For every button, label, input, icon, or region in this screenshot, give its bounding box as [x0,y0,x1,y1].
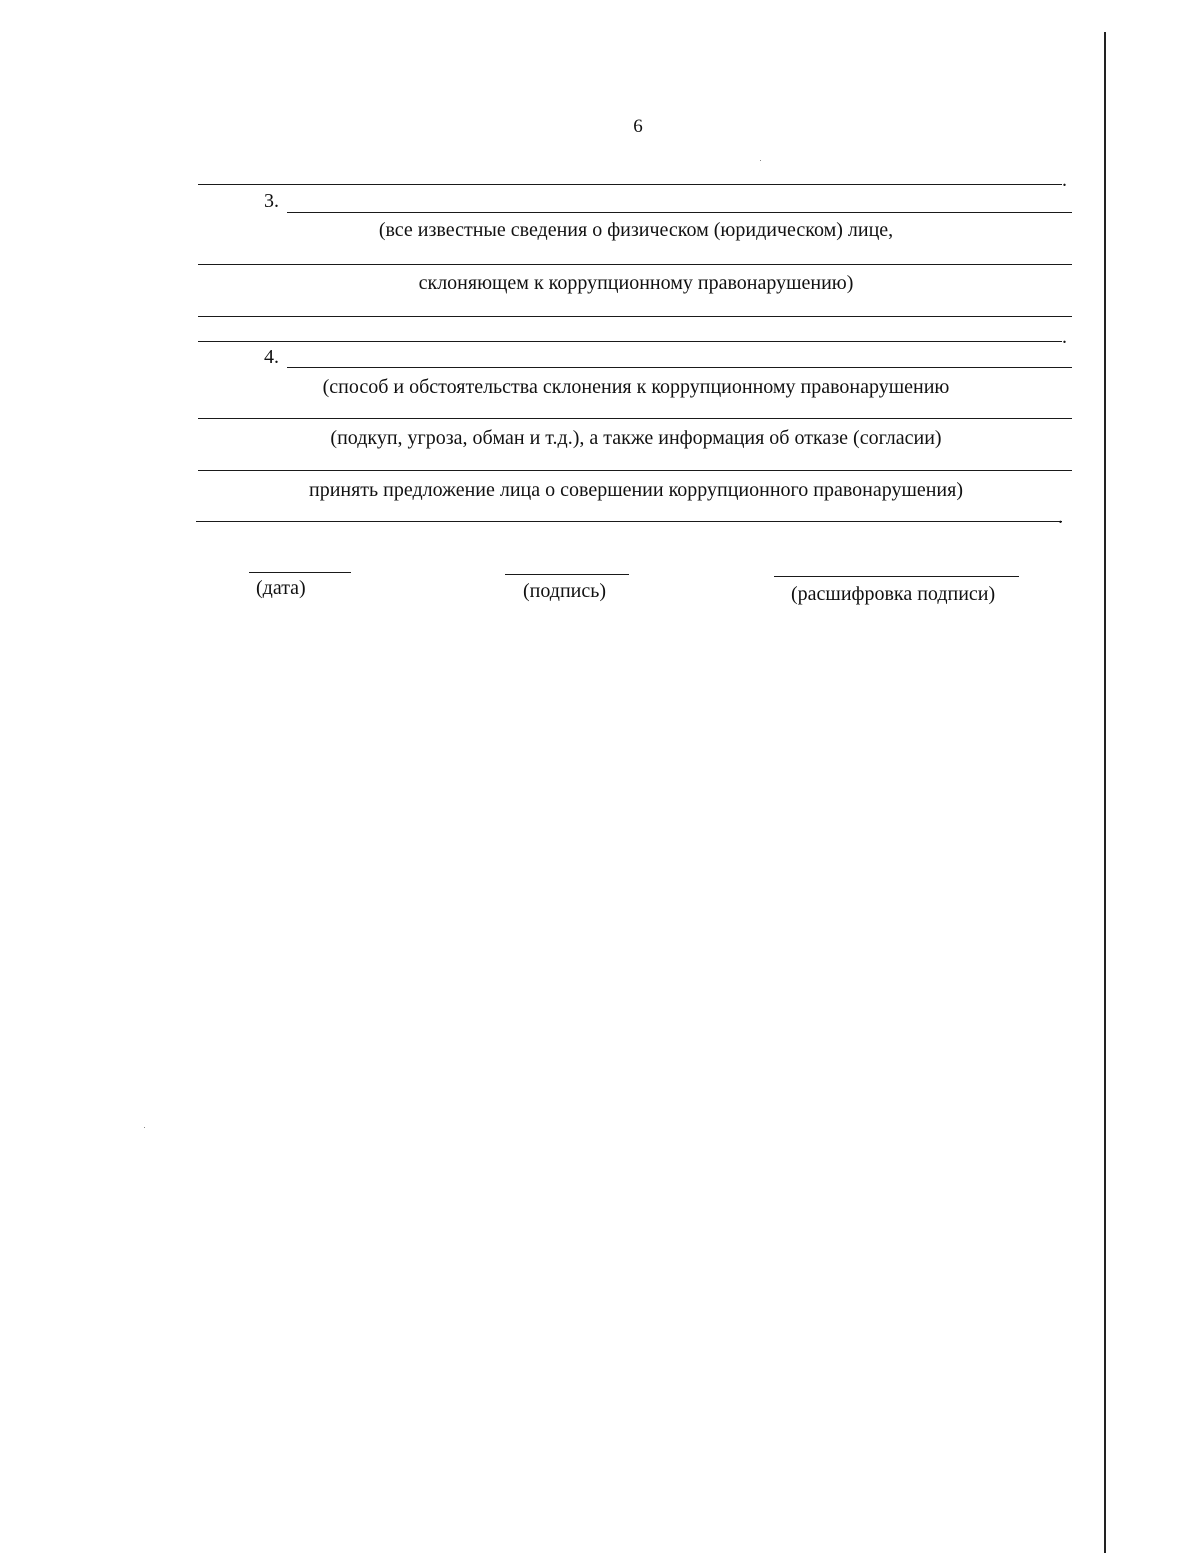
line-end-mark: . [1058,506,1063,528]
scan-speck [144,1127,145,1128]
item-3-fill-line[interactable] [198,264,1072,265]
item-4-caption-line-1: (способ и обстоятельства склонения к коррупционному правонарушению [322,376,950,398]
fill-line [198,184,1062,185]
date-label: (дата) [256,577,306,599]
item-3-fill-line[interactable] [198,316,1072,317]
date-line[interactable] [249,572,351,573]
scan-speck [760,160,761,161]
item-4-caption-line-3: принять предложение лица о совершении коррупционного правонарушения) [309,479,963,501]
page-edge [1104,32,1106,1553]
line-end-mark: . [1062,169,1067,191]
page-number: 6 [633,116,643,137]
item-4-fill-line[interactable] [198,418,1072,419]
item-4-number: 4. [264,346,279,368]
signature-decoding-label: (расшифровка подписи) [791,583,996,605]
signature-decoding-line[interactable] [774,576,1019,577]
item-4-fill-line[interactable] [196,521,1062,522]
signature-label: (подпись) [523,580,607,602]
item-3-fill-line[interactable] [198,341,1062,342]
item-3-caption-line-2: склоняющем к коррупционному правонарушению) [418,272,854,294]
item-4-fill-line[interactable] [287,367,1072,368]
line-end-mark: . [1062,326,1067,348]
item-3-number: 3. [264,190,279,212]
item-4-caption-line-2: (подкуп, угроза, обман и т.д.), а также информация об отказе (согласии) [330,427,942,449]
item-4-fill-line[interactable] [198,470,1072,471]
item-3-fill-line[interactable] [287,212,1072,213]
signature-line[interactable] [505,574,629,575]
item-3-caption-line-1: (все известные сведения о физическом (юридическом) лице, [378,219,894,241]
